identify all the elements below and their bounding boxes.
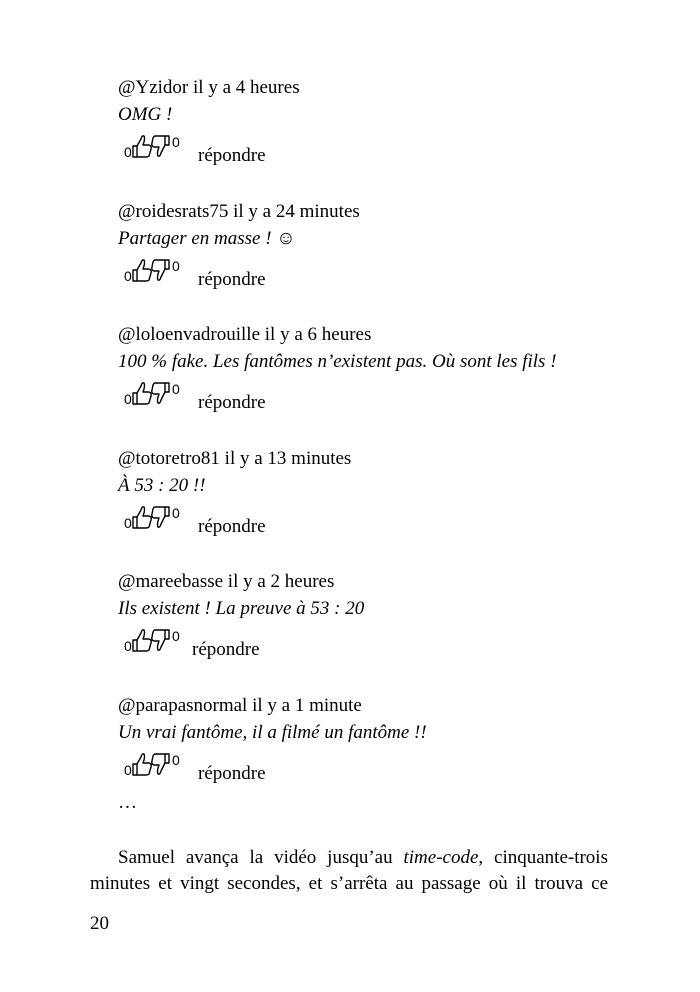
reply-link[interactable]: répondre bbox=[198, 269, 266, 290]
narrative-paragraph bbox=[90, 845, 608, 897]
thumbs-down-icon[interactable] bbox=[152, 630, 169, 650]
paragraph-line-2: minutes et vingt secondes, et s’arrêta au passage où il trouva ce bbox=[90, 873, 608, 894]
like-dislike-icons bbox=[124, 624, 188, 656]
dislike-count: 0 bbox=[172, 628, 180, 644]
paragraph-text: Samuel avança la vidéo jusqu’au bbox=[118, 847, 404, 868]
comment-actions bbox=[118, 130, 618, 170]
comment bbox=[118, 694, 618, 788]
comment bbox=[118, 76, 618, 170]
comment-meta: @loloenvadrouille il y a 6 heures bbox=[118, 324, 372, 345]
thumbs-down-icon[interactable] bbox=[152, 260, 169, 280]
reply-link[interactable]: répondre bbox=[198, 516, 266, 537]
like-count: 0 bbox=[124, 268, 132, 284]
comment-text: Ils existent ! La preuve à 53 : 20 bbox=[118, 598, 365, 619]
comment bbox=[118, 323, 618, 417]
reply-link[interactable]: répondre bbox=[198, 392, 266, 413]
reply-link[interactable]: répondre bbox=[198, 145, 266, 166]
thumbs-up-icon[interactable] bbox=[133, 260, 151, 281]
comment-actions bbox=[118, 254, 618, 294]
reply-link[interactable]: répondre bbox=[192, 639, 260, 660]
like-dislike-icons bbox=[124, 254, 188, 286]
comment-text: Un vrai fantôme, il a filmé un fantôme !! bbox=[118, 722, 427, 743]
thumbs-down-icon[interactable] bbox=[152, 383, 169, 403]
comment-text: OMG ! bbox=[118, 104, 173, 125]
comment-actions bbox=[118, 377, 618, 417]
dislike-count: 0 bbox=[172, 258, 180, 274]
like-dislike-icons bbox=[124, 501, 188, 533]
ellipsis: … bbox=[118, 792, 137, 813]
comment-text: 100 % fake. Les fantômes n’existent pas. Où sont les fils ! bbox=[118, 351, 557, 372]
reply-link[interactable]: répondre bbox=[198, 763, 266, 784]
thumbs-up-icon[interactable] bbox=[133, 754, 151, 775]
dislike-count: 0 bbox=[172, 752, 180, 768]
comment bbox=[118, 200, 618, 294]
thumbs-down-icon[interactable] bbox=[152, 754, 169, 774]
like-dislike-icons bbox=[124, 748, 188, 780]
like-dislike-icons bbox=[124, 377, 188, 409]
comment-meta: @roidesrats75 il y a 24 minutes bbox=[118, 201, 360, 222]
comment-text: Partager en masse ! ☺ bbox=[118, 228, 296, 249]
dislike-count: 0 bbox=[172, 134, 180, 150]
like-count: 0 bbox=[124, 762, 132, 778]
comment-meta: @Yzidor il y a 4 heures bbox=[118, 77, 300, 98]
like-count: 0 bbox=[124, 638, 132, 654]
like-dislike-icons bbox=[124, 130, 188, 162]
thumbs-up-icon[interactable] bbox=[133, 383, 151, 404]
like-count: 0 bbox=[124, 391, 132, 407]
thumbs-up-icon[interactable] bbox=[133, 507, 151, 528]
comment-text: À 53 : 20 !! bbox=[118, 475, 206, 496]
thumbs-up-icon[interactable] bbox=[133, 136, 151, 157]
comment bbox=[118, 447, 618, 541]
comment-actions bbox=[118, 501, 618, 541]
comment-actions bbox=[118, 624, 618, 664]
thumbs-down-icon[interactable] bbox=[152, 507, 169, 527]
page-number: 20 bbox=[90, 913, 109, 934]
dislike-count: 0 bbox=[172, 381, 180, 397]
paragraph-text: , cinquante-trois bbox=[478, 847, 608, 868]
like-count: 0 bbox=[124, 515, 132, 531]
thumbs-up-icon[interactable] bbox=[133, 630, 151, 651]
comment bbox=[118, 570, 618, 664]
comment-meta: @parapasnormal il y a 1 minute bbox=[118, 695, 362, 716]
comment-actions bbox=[118, 748, 618, 788]
comment-meta: @totoretro81 il y a 13 minutes bbox=[118, 448, 352, 469]
paragraph-line-1 bbox=[90, 845, 608, 871]
comment-meta: @mareebasse il y a 2 heures bbox=[118, 571, 335, 592]
thumbs-down-icon[interactable] bbox=[152, 136, 169, 156]
like-count: 0 bbox=[124, 144, 132, 160]
paragraph-emphasis: time-code bbox=[403, 847, 479, 868]
dislike-count: 0 bbox=[172, 505, 180, 521]
